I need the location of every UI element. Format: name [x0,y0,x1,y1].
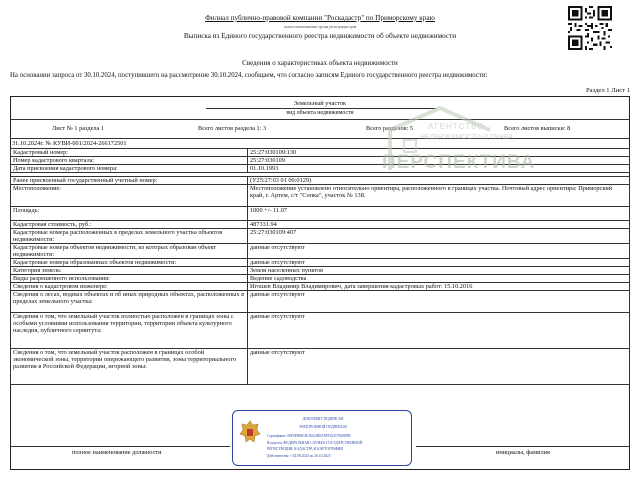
table-row [11,275,630,283]
row-label: Кадастровые номера объектов недвижимости, из которых образован объект недвижимости: [11,244,248,259]
table-row [11,185,630,207]
row-value: 1000 +/- 11.07 [248,207,630,221]
row-label: Виды разрешенного использования: [11,275,248,283]
registrar-caption: полное наименование органа регистрации прав [283,25,357,29]
row-value: 487331.94 [248,221,630,229]
position-line [10,446,230,447]
row-value: Земли населенных пунктов [248,267,630,275]
row-label: Кадастровые номера расположенных в пределах земельного участка объектов недвижимости: [11,229,248,244]
row-value: данные отсутствуют [248,244,630,259]
table-row [11,157,630,165]
section-total-sheets: Всего листов раздела 1: 3 [198,125,267,132]
row-label: Кадастровые номера образованных объектов недвижимости: [11,259,248,267]
table-row [11,259,630,267]
table-row [11,221,630,229]
row-label: Сведения о том, что земельный участок полностью расположен в границах зоны с особыми условиями использования территории, территории объекта культурного наследия, публичного сервитута: [11,313,248,349]
divider-line [10,138,630,139]
row-value: Игошев Владимир Владимирович, дата завершения кадастровых работ: 15.10.2016 [248,283,630,291]
watermark-brand: ПЕРСПЕКТИВА [382,152,536,173]
row-label: Площадь: [11,207,248,221]
watermark-line2: НЕДВИЖИМОСТИ И ПРАВА [420,134,513,141]
row-label: Кадастровый номер: [11,149,248,157]
row-value: 01.10.1993 [248,165,630,173]
row-label: Сведения о лесах, водных объектах и об иных природных объектах, расположенных в пределах земельного участка: [11,291,248,313]
row-label: Местоположение: [11,185,248,207]
document-title: Выписка из Единого государственного реестра недвижимости об объекте недвижимости [183,32,457,40]
divider-line [10,119,630,120]
row-label: Кадастровая стоимость, руб.: [11,221,248,229]
row-value: 25:27:030109:130 [248,149,630,157]
object-type-underline [206,108,436,109]
row-value: данные отсутствуют [248,349,630,385]
extract-total-sheets: Всего листов выписки: 8 [504,125,571,132]
record-number: 31.10.2024г. № КУВИ-001/2024-266172501 [12,140,127,147]
stamp-owner-cont: РЕГИСТРАЦИИ, КАДАСТРА И КАРТОГРАФИИ [267,447,343,451]
row-label: Сведения о том, что земельный участок расположен в границах особой экономической зоны, территории опережающего развития, зоны территориального развития в Российской Федерации, игорной зоны: [11,349,248,385]
row-label: Ранее присвоенный государственный учетный номер: [11,177,248,185]
position-caption: полное наименование должности [72,449,162,456]
table-row [11,165,630,173]
table-row [11,349,630,385]
qr-code [568,6,612,50]
stamp-validity: Действителен: с 02.08.2024 по 26.10.2025 [267,454,331,458]
row-value: Ведение садоводства [248,275,630,283]
table-row [11,149,630,157]
row-value: данные отсутствуют [248,313,630,349]
section-subtitle: Сведения о характеристиках объекта недвижимости [242,59,398,67]
table-row [11,267,630,275]
sheet-number: Лист № 1 раздела 1 [52,125,105,132]
stamp-certificate: Сертификат: 00F0F8BE1B1A652B0A5FF16257968D8B [267,434,351,438]
stamp-line2: ЭЛЕКТРОННОЙ ПОДПИСЬЮ [298,425,348,429]
object-type: Земельный участок [293,100,347,107]
table-row [11,244,630,259]
row-value: данные отсутствуют [248,291,630,313]
row-value: Местоположение установлено относительно ориентира, расположенного в границах участка. Почтовый адрес ориентира: Приморский край, г. Артем, с/т "Сопка", участок № 138. [248,185,630,207]
request-basis: На основании запроса от 30.10.2024, поступившего на рассмотрение 30.10.2024, сообщаем, что согласно записям Единого государственного реестра недвижимости: [10,72,488,79]
total-sections: Всего разделов: 5 [366,125,414,132]
row-label: Сведения о кадастровом инженере: [11,283,248,291]
row-label: Номер кадастрового квартала: [11,157,248,165]
coat-of-arms-icon [239,419,261,445]
row-value: 25:27:030109:407 [248,229,630,244]
row-label: Категория земель: [11,267,248,275]
table-row [11,291,630,313]
table-row [11,207,630,221]
object-type-caption: вид объекта недвижимости [286,110,354,116]
table-row [11,229,630,244]
row-label: Дата присвоения кадастрового номера: [11,165,248,173]
name-caption: инициалы, фамилия [496,449,550,456]
characteristics-table [10,148,630,385]
table-row [11,313,630,349]
registrar-name: Филиал публично-правовой компании "Роскадастр" по Приморскому краю [205,14,435,22]
row-value: 25:27:030109 [248,157,630,165]
stamp-line1: ДОКУМЕНТ ПОДПИСАН [302,417,344,421]
row-value: данные отсутствуют [248,259,630,267]
name-line [416,446,630,447]
watermark-line1: АГЕНТСТВО [428,122,485,131]
row-value: (У25:27:03 01 09:0129) [248,177,630,185]
stamp-owner: Владелец: ФЕДЕРАЛЬНАЯ СЛУЖБА ГОСУДАРСТВЕННОЙ [267,441,363,445]
table-row [11,283,630,291]
section-sheet-label: Раздел 1 Лист 1 [586,87,630,94]
e-signature-stamp [232,410,412,466]
table-row [11,177,630,185]
